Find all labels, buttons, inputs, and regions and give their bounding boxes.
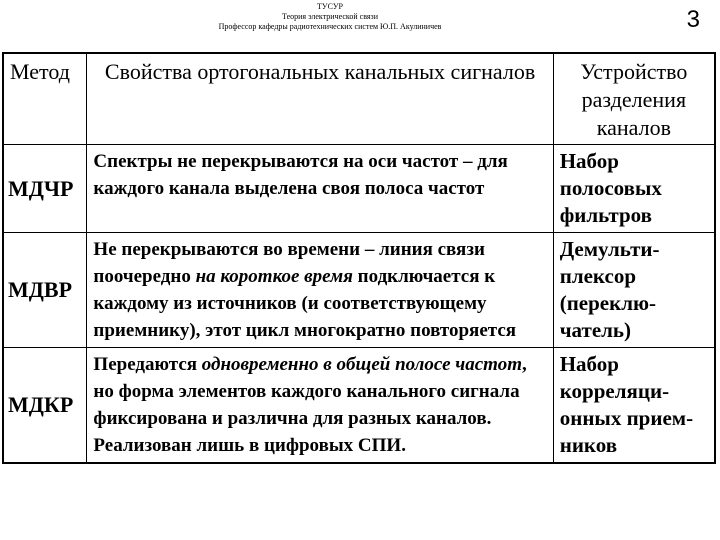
header-author: Профессор кафедры радиотехнических систем Ю.П. Акулиничев	[218, 22, 442, 31]
device-cdma: Набор корреляци-онных прием-ников	[553, 348, 715, 464]
header-course: Теория электрической связи	[281, 12, 378, 21]
properties-cdma-italic: одновременно в общей полосе частот	[201, 354, 522, 375]
methods-table	[2, 52, 716, 464]
table-row-tdma	[3, 233, 715, 348]
header-university: ТУСУР	[317, 2, 343, 11]
device-fdma: Набор полосовых фильтров	[553, 145, 715, 233]
table-row-fdma	[3, 145, 715, 233]
method-cdma: МДКР	[3, 348, 87, 464]
header-properties: Свойства ортогональных канальных сигналов	[87, 53, 553, 145]
properties-cdma	[87, 348, 553, 464]
method-fdma: МДЧР	[3, 145, 87, 233]
properties-tdma	[87, 233, 553, 348]
header-method: Метод	[3, 53, 87, 145]
slide-number: 3	[686, 6, 700, 33]
properties-tdma-text-2: подключается к каждому из источников (и соответствующему приемнику), этот цикл многократно повторяется	[93, 266, 517, 341]
properties-tdma-italic: на короткое время	[195, 266, 353, 287]
table-row-cdma	[3, 348, 715, 464]
device-tdma: Демульти-плексор (переклю-чатель)	[553, 233, 715, 348]
properties-cdma-text-2: , но форма элементов каждого канального сигнала фиксирована и различна для разных каналов.	[93, 354, 527, 429]
properties-cdma-text-3: Реализован лишь в цифровых СПИ.	[93, 435, 406, 456]
table-header-row	[3, 53, 715, 145]
properties-fdma: Спектры не перекрываются на оси частот – для каждого канала выделена своя полоса частот	[87, 145, 553, 233]
properties-tdma-text-1: Не перекрываются во времени – линия связи поочередно	[93, 239, 485, 287]
method-tdma: МДВР	[3, 233, 87, 348]
header-device: Устройство разделения каналов	[553, 53, 715, 145]
slide-header	[0, 2, 720, 32]
properties-cdma-text-1: Передаются	[93, 354, 202, 375]
